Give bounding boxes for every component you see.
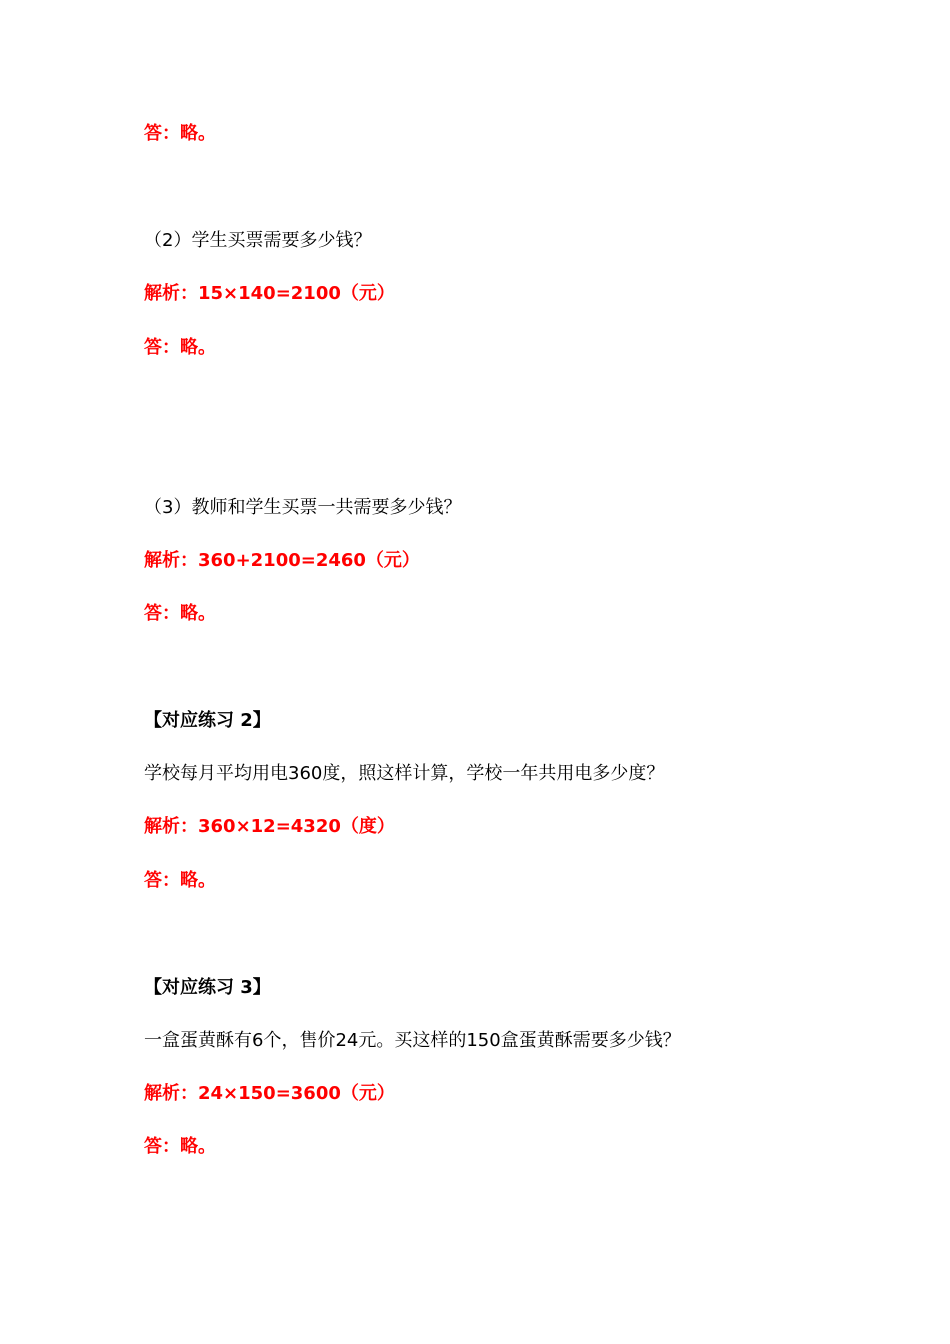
solution-text: 解析：24×150=3600（元）	[144, 1083, 395, 1104]
answer-text: 答：略。	[144, 603, 216, 624]
answer-text: 答：略。	[144, 870, 216, 891]
answer-text: 答：略。	[144, 123, 216, 144]
question-2: （2）学生买票需要多少钱？	[144, 230, 372, 251]
exercise-2-heading: 【对应练习 2】	[144, 710, 271, 731]
exercise-3-question: 一盒蛋黄酥有6个，售价24元。买这样的150盒蛋黄酥需要多少钱？	[144, 1030, 681, 1051]
solution-text: 解析：360×12=4320（度）	[144, 816, 395, 837]
answer-text: 答：略。	[144, 1136, 216, 1157]
exercise-3-heading: 【对应练习 3】	[144, 977, 271, 998]
question-3: （3）教师和学生买票一共需要多少钱？	[144, 497, 462, 518]
exercise-2-question: 学校每月平均用电360度，照这样计算，学校一年共用电多少度？	[144, 763, 665, 784]
solution-text: 解析：15×140=2100（元）	[144, 283, 395, 304]
answer-text: 答：略。	[144, 337, 216, 358]
solution-text: 解析：360+2100=2460（元）	[144, 550, 420, 571]
